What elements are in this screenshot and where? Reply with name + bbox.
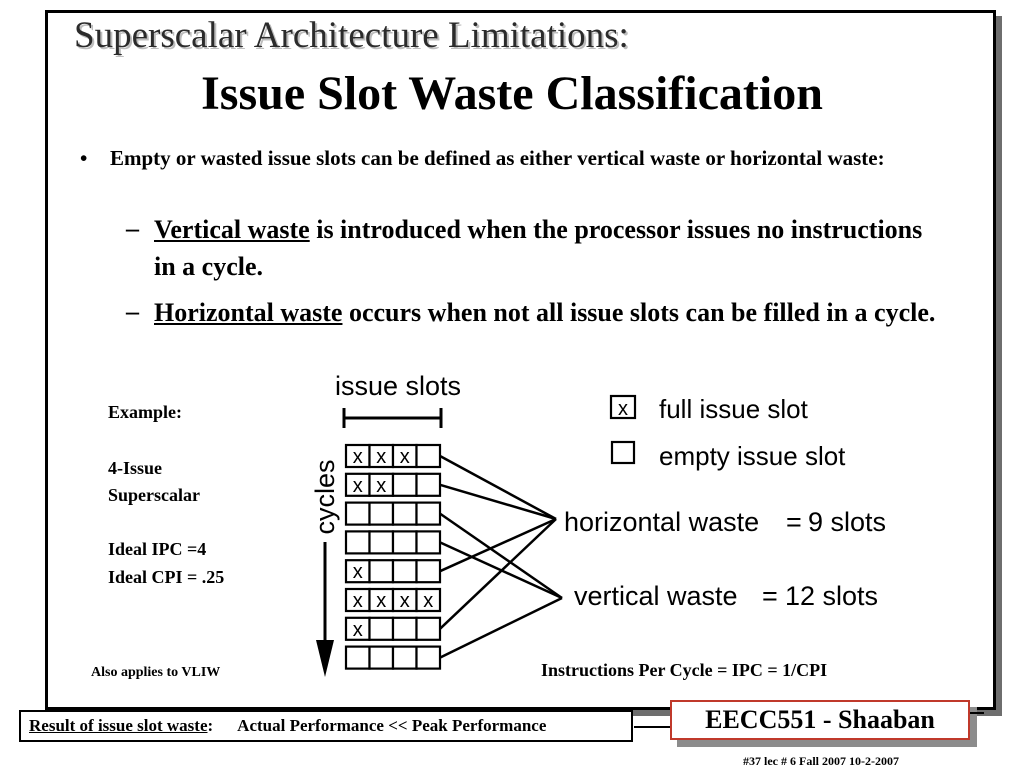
issue-slot-full-mark: x (352, 590, 363, 612)
vertical-waste-line (440, 598, 562, 658)
issue-slot-cell (346, 503, 370, 525)
slide-title-line2: Issue Slot Waste Classification (201, 67, 823, 120)
issue-slot-cell (417, 647, 441, 669)
issue-slot-cell (393, 474, 417, 496)
issue-slot-cell (393, 503, 417, 525)
issue-slot-full-mark: x (399, 446, 410, 468)
legend-full-mark: x (618, 398, 628, 420)
issue-slot-cell (370, 647, 394, 669)
vertical-waste-line (440, 514, 562, 598)
horizontal-waste-label: horizontal waste (564, 507, 760, 537)
bullet-marker: • (80, 146, 88, 170)
issue-slot-cell (370, 531, 394, 553)
issue-slot-full-mark: x (352, 474, 363, 497)
vertical-waste-label: vertical waste (574, 581, 738, 611)
issue-slot-full-mark: x (423, 590, 434, 612)
slide-title-line1: Superscalar Architecture Limitations: (74, 15, 629, 56)
issue-slot-full-mark: x (352, 618, 363, 641)
issue-slots-label: issue slots (334, 371, 462, 401)
result-label: Result of issue slot waste (29, 716, 208, 735)
horizontal-waste-value: 9 slots (808, 507, 887, 537)
cycles-arrow-head (316, 640, 334, 677)
vertical-waste-line (440, 542, 562, 598)
issue-slot-cell (417, 531, 441, 553)
legend-empty-label: empty issue slot (659, 441, 846, 471)
horizontal-waste-equals: = (786, 507, 802, 537)
horizontal-waste-definition: occurs when not all issue slots can be filled in a cycle. (342, 298, 936, 327)
issue-slot-full-mark: x (376, 474, 387, 497)
badge-connector-right (970, 712, 984, 714)
dash-marker-1: – (126, 214, 139, 243)
vertical-waste-equals: = (762, 581, 778, 611)
course-badge: EECC551 - Shaaban (670, 700, 970, 740)
issue-slot-cell (370, 560, 394, 582)
result-text: Actual Performance << Peak Performance (237, 716, 547, 735)
issue-slot-full-mark: x (352, 561, 363, 584)
badge-connector-left (634, 726, 670, 728)
horizontal-waste-line (440, 519, 556, 629)
vertical-waste-value: 12 slots (785, 581, 879, 611)
legend-empty-box (612, 442, 634, 463)
result-box (19, 710, 633, 742)
bullet-main-text: Empty or wasted issue slots can be defined as either vertical waste or horizontal waste: (110, 146, 885, 170)
issue-slot-cell (393, 647, 417, 669)
issue-slot-cell (393, 560, 417, 582)
issue-slot-cell (417, 474, 441, 496)
vertical-waste-term: Vertical waste (154, 215, 310, 244)
result-colon: : (207, 716, 214, 735)
issue-slot-cell (417, 618, 441, 640)
issue-slot-cell (346, 531, 370, 553)
legend-full-label: full issue slot (659, 394, 808, 424)
example-issue-width: 4-Issue (108, 458, 163, 478)
ideal-ipc: Ideal IPC =4 (108, 539, 207, 559)
also-applies-note: Also applies to VLIW (91, 665, 221, 680)
issue-slot-cell (417, 503, 441, 525)
issue-slot-cell (370, 618, 394, 640)
dash-marker-2: – (126, 297, 139, 326)
horizontal-waste-line (440, 485, 556, 519)
issue-slot-cell (370, 503, 394, 525)
example-label: Example: (108, 402, 182, 422)
slide-footer: #37 lec # 6 Fall 2007 10-2-2007 (743, 754, 899, 768)
issue-slot-full-mark: x (352, 446, 363, 468)
issue-slot-full-mark: x (399, 590, 410, 612)
cycles-label: cycles (310, 459, 340, 535)
issue-slot-cell (346, 647, 370, 669)
issue-slot-cell (393, 618, 417, 640)
horizontal-waste-term: Horizontal waste (154, 298, 343, 327)
ipc-formula: Instructions Per Cycle = IPC = 1/CPI (541, 660, 828, 680)
example-machine-type: Superscalar (108, 485, 200, 505)
issue-slot-full-mark: x (376, 446, 387, 468)
issue-slot-full-mark: x (376, 590, 387, 612)
issue-slot-cell (417, 560, 441, 582)
horizontal-waste-line (440, 456, 556, 519)
issue-slot-cell (393, 531, 417, 553)
vertical-waste-definition: is introduced when the processor issues no instructions in a cycle. (154, 215, 923, 281)
issue-slot-cell (417, 445, 441, 467)
ideal-cpi: Ideal CPI = .25 (108, 567, 225, 587)
